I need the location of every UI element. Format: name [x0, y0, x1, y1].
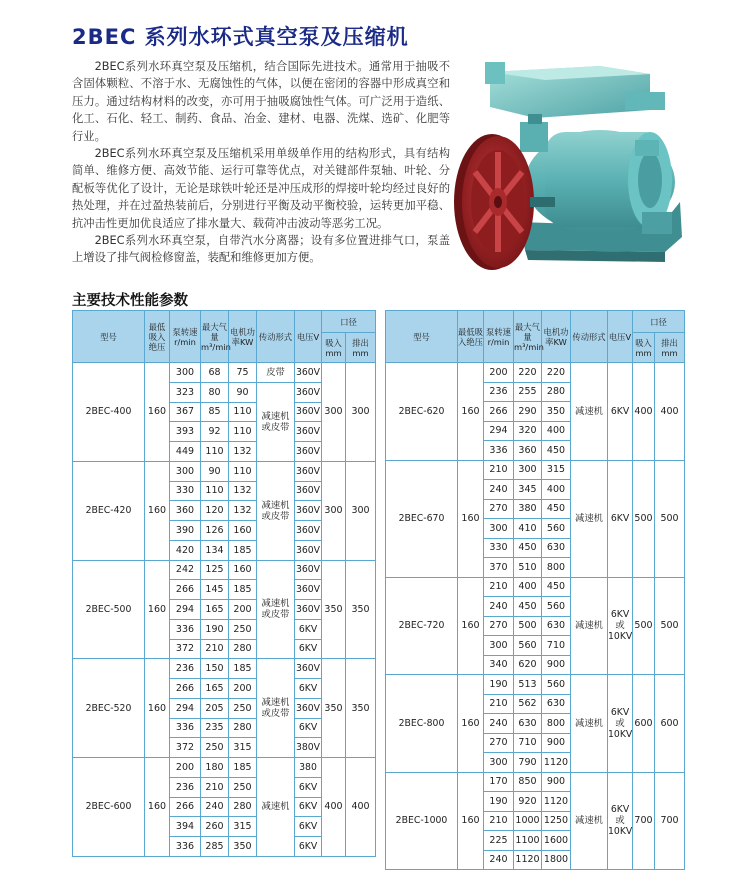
drive-cell: 减速机或皮带	[257, 382, 295, 461]
power-cell: 1120	[542, 792, 571, 812]
power-cell: 900	[542, 772, 571, 792]
flow-cell: 400	[514, 577, 542, 597]
header-drive: 传动形式	[257, 311, 295, 363]
min-suction-cell: 160	[458, 577, 484, 675]
header-model: 型号	[386, 311, 458, 363]
speed-cell: 420	[170, 540, 201, 560]
power-cell: 800	[542, 714, 571, 734]
voltage-cell: 6KV	[608, 460, 633, 577]
flow-cell: 80	[201, 382, 229, 402]
model-cell: 2BEC-800	[386, 675, 458, 773]
model-cell: 2BEC-420	[73, 461, 145, 560]
power-cell: 280	[229, 718, 257, 738]
power-cell: 315	[542, 460, 571, 480]
power-cell: 560	[542, 675, 571, 695]
outlet-cell: 600	[655, 675, 685, 773]
voltage-cell: 360V	[295, 580, 322, 600]
page-title: 2BEC 系列水环式真空泵及压缩机	[72, 25, 409, 49]
inlet-cell: 350	[322, 560, 346, 659]
outlet-cell: 400	[655, 363, 685, 461]
min-suction-cell: 160	[458, 460, 484, 577]
model-cell: 2BEC-520	[73, 659, 145, 758]
voltage-cell: 360V	[295, 461, 322, 481]
speed-cell: 270	[484, 499, 514, 519]
flow-cell: 920	[514, 792, 542, 812]
power-cell: 350	[542, 402, 571, 422]
power-cell: 1250	[542, 811, 571, 831]
header-voltage: 电压V	[295, 311, 322, 363]
power-cell: 200	[229, 600, 257, 620]
table-row	[73, 659, 376, 679]
flow-cell: 380	[514, 499, 542, 519]
voltage-cell: 6KV或10KV	[608, 772, 633, 870]
table-row	[386, 577, 685, 597]
outlet-cell: 400	[346, 758, 376, 857]
intro-text	[72, 58, 450, 267]
header-port: 口径	[633, 311, 685, 333]
power-cell: 220	[542, 363, 571, 383]
voltage-cell: 360V	[295, 422, 322, 442]
drive-cell: 减速机	[571, 460, 608, 577]
header-min-suction: 最低吸入绝压	[145, 311, 170, 363]
speed-cell: 372	[170, 639, 201, 659]
flow-cell: 165	[201, 679, 229, 699]
power-cell: 280	[229, 639, 257, 659]
flow-cell: 620	[514, 655, 542, 675]
flow-cell: 125	[201, 560, 229, 580]
speed-cell: 210	[484, 460, 514, 480]
min-suction-cell: 160	[145, 363, 170, 462]
flow-cell: 510	[514, 558, 542, 578]
header-drive: 传动形式	[571, 311, 608, 363]
power-cell: 110	[229, 422, 257, 442]
power-cell: 250	[229, 777, 257, 797]
outlet-cell: 300	[346, 461, 376, 560]
power-cell: 185	[229, 580, 257, 600]
flow-cell: 68	[201, 363, 229, 383]
inlet-cell: 400	[322, 758, 346, 857]
min-suction-cell: 160	[458, 772, 484, 870]
flow-cell: 630	[514, 714, 542, 734]
power-cell: 710	[542, 636, 571, 656]
voltage-cell: 360V	[295, 659, 322, 679]
header-max-flow-label: 最大气量	[202, 321, 227, 342]
outlet-cell: 500	[655, 577, 685, 675]
flow-cell: 260	[201, 817, 229, 837]
speed-cell: 336	[484, 441, 514, 461]
voltage-cell: 360V	[295, 363, 322, 383]
drive-cell: 减速机或皮带	[257, 560, 295, 659]
header-outlet: 排出mm	[346, 333, 376, 363]
flow-cell: 220	[514, 363, 542, 383]
min-suction-cell: 160	[145, 461, 170, 560]
power-cell: 200	[229, 679, 257, 699]
flow-cell: 790	[514, 753, 542, 773]
header-max-flow-unit: m³/min	[201, 341, 231, 352]
flow-cell: 250	[201, 738, 229, 758]
drive-cell: 减速机或皮带	[257, 659, 295, 758]
min-suction-cell: 160	[145, 560, 170, 659]
power-cell: 90	[229, 382, 257, 402]
power-cell: 132	[229, 481, 257, 501]
flow-cell: 210	[201, 639, 229, 659]
model-cell: 2BEC-400	[73, 363, 145, 462]
flow-cell: 850	[514, 772, 542, 792]
inlet-cell: 600	[633, 675, 655, 773]
flow-cell: 110	[201, 481, 229, 501]
flow-cell: 120	[201, 501, 229, 521]
spec-table-right	[385, 310, 685, 870]
flow-cell: 190	[201, 619, 229, 639]
speed-cell: 236	[170, 659, 201, 679]
intro-paragraph-3: 2BEC系列水环真空泵，自带汽水分离器；设有多位置进排气口，泵盖上增设了排气阀检修窗盖，装配和维修更加方便。	[72, 234, 450, 265]
drive-cell: 减速机	[571, 675, 608, 773]
voltage-cell: 6KV	[295, 817, 322, 837]
model-cell: 2BEC-720	[386, 577, 458, 675]
flow-cell: 85	[201, 402, 229, 422]
outlet-cell: 300	[346, 363, 376, 462]
model-cell: 2BEC-620	[386, 363, 458, 461]
flow-cell: 345	[514, 480, 542, 500]
power-cell: 400	[542, 480, 571, 500]
inlet-cell: 300	[322, 461, 346, 560]
min-suction-cell: 160	[458, 675, 484, 773]
power-cell: 560	[542, 519, 571, 539]
speed-cell: 225	[484, 831, 514, 851]
power-cell: 450	[542, 499, 571, 519]
flow-cell: 710	[514, 733, 542, 753]
table-row	[73, 461, 376, 481]
flow-cell: 240	[201, 797, 229, 817]
header-min-suction: 最低吸入绝压	[458, 311, 484, 363]
speed-cell: 170	[484, 772, 514, 792]
voltage-cell: 360V	[295, 382, 322, 402]
model-cell: 2BEC-600	[73, 758, 145, 857]
flow-cell: 235	[201, 718, 229, 738]
header-max-flow-unit: m³/min	[514, 341, 544, 352]
speed-cell: 330	[170, 481, 201, 501]
voltage-cell: 360V	[295, 481, 322, 501]
drive-cell: 减速机	[571, 772, 608, 870]
speed-cell: 240	[484, 597, 514, 617]
power-cell: 185	[229, 758, 257, 778]
voltage-cell: 360V	[295, 402, 322, 422]
flow-cell: 450	[514, 597, 542, 617]
power-cell: 1600	[542, 831, 571, 851]
header-model: 型号	[73, 311, 145, 363]
speed-cell: 210	[484, 694, 514, 714]
speed-cell: 336	[170, 619, 201, 639]
table-row	[73, 758, 376, 778]
min-suction-cell: 160	[145, 758, 170, 857]
voltage-cell: 6KV	[295, 777, 322, 797]
inlet-cell: 300	[322, 363, 346, 462]
outlet-cell: 350	[346, 560, 376, 659]
flow-cell: 500	[514, 616, 542, 636]
speed-cell: 370	[484, 558, 514, 578]
model-cell: 2BEC-500	[73, 560, 145, 659]
flow-cell: 450	[514, 538, 542, 558]
voltage-cell: 6KV	[608, 363, 633, 461]
speed-cell: 190	[484, 792, 514, 812]
table-row	[386, 460, 685, 480]
voltage-cell: 6KV	[295, 619, 322, 639]
voltage-cell: 360V	[295, 600, 322, 620]
flow-cell: 165	[201, 600, 229, 620]
power-cell: 560	[542, 597, 571, 617]
flow-cell: 360	[514, 441, 542, 461]
power-cell: 75	[229, 363, 257, 383]
power-cell: 132	[229, 501, 257, 521]
voltage-cell: 360V	[295, 560, 322, 580]
outlet-cell: 700	[655, 772, 685, 870]
power-cell: 250	[229, 619, 257, 639]
power-cell: 110	[229, 461, 257, 481]
speed-cell: 300	[484, 636, 514, 656]
intro-paragraph-2: 2BEC系列水环真空泵及压缩机采用单级单作用的结构形式，具有结构简单、维修方便、高效节能、运行可靠等优点，对关键部件泵轴、叶轮、分配板等优化了设计，无论是球铁叶轮还是冲压成形的焊接叶轮均经过良好的热处理，并在过盈热装前后，分别进行平衡及动平衡校验，运转更加平稳、抗冲击性更加优良适应了排水量大、载荷冲击波动等恶劣工况。	[72, 147, 450, 230]
voltage-cell: 380V	[295, 738, 322, 758]
voltage-cell: 380	[295, 758, 322, 778]
power-cell: 630	[542, 694, 571, 714]
speed-cell: 372	[170, 738, 201, 758]
inlet-cell: 500	[633, 460, 655, 577]
power-cell: 1800	[542, 850, 571, 870]
speed-cell: 266	[170, 580, 201, 600]
power-cell: 160	[229, 560, 257, 580]
flow-cell: 180	[201, 758, 229, 778]
speed-cell: 394	[170, 817, 201, 837]
speed-cell: 266	[170, 679, 201, 699]
voltage-cell: 6KV	[295, 837, 322, 857]
inlet-cell: 700	[633, 772, 655, 870]
outlet-cell: 350	[346, 659, 376, 758]
power-cell: 630	[542, 538, 571, 558]
flow-cell: 320	[514, 421, 542, 441]
speed-cell: 367	[170, 402, 201, 422]
speed-cell: 360	[170, 501, 201, 521]
header-voltage: 电压V	[608, 311, 633, 363]
speed-cell: 190	[484, 675, 514, 695]
flow-cell: 110	[201, 442, 229, 462]
speed-cell: 210	[484, 577, 514, 597]
power-cell: 110	[229, 402, 257, 422]
header-power: 电机功率KW	[229, 311, 257, 363]
header-max-flow-label: 最大气量	[515, 321, 540, 342]
flow-cell: 1000	[514, 811, 542, 831]
spec-table-right-body	[386, 363, 685, 870]
speed-cell: 266	[170, 797, 201, 817]
flow-cell: 410	[514, 519, 542, 539]
speed-cell: 300	[484, 519, 514, 539]
speed-cell: 200	[484, 363, 514, 383]
speed-cell: 236	[170, 777, 201, 797]
drive-cell: 减速机或皮带	[257, 461, 295, 560]
drive-cell: 皮带	[257, 363, 295, 383]
flow-cell: 145	[201, 580, 229, 600]
speed-cell: 393	[170, 422, 201, 442]
flow-cell: 134	[201, 540, 229, 560]
flow-cell: 126	[201, 521, 229, 541]
power-cell: 315	[229, 817, 257, 837]
min-suction-cell: 160	[145, 659, 170, 758]
inlet-cell: 400	[633, 363, 655, 461]
flow-cell: 1120	[514, 850, 542, 870]
speed-cell: 240	[484, 850, 514, 870]
voltage-cell: 6KV	[295, 679, 322, 699]
voltage-cell: 360V	[295, 540, 322, 560]
model-cell: 2BEC-670	[386, 460, 458, 577]
speed-cell: 300	[170, 363, 201, 383]
table-row	[386, 772, 685, 792]
model-cell: 2BEC-1000	[386, 772, 458, 870]
power-cell: 630	[542, 616, 571, 636]
power-cell: 900	[542, 655, 571, 675]
speed-cell: 336	[170, 718, 201, 738]
speed-cell: 449	[170, 442, 201, 462]
flow-cell: 210	[201, 777, 229, 797]
speed-cell: 294	[170, 600, 201, 620]
power-cell: 185	[229, 659, 257, 679]
flow-cell: 513	[514, 675, 542, 695]
vacuum-pump-photo	[450, 52, 696, 280]
header-speed: 泵转速r/min	[170, 311, 201, 363]
flow-cell: 90	[201, 461, 229, 481]
table-row	[73, 363, 376, 383]
drive-cell: 减速机	[571, 577, 608, 675]
power-cell: 280	[542, 382, 571, 402]
flow-cell: 150	[201, 659, 229, 679]
voltage-cell: 6KV	[295, 639, 322, 659]
header-max-flow	[514, 311, 542, 363]
speed-cell: 294	[170, 698, 201, 718]
speed-cell: 330	[484, 538, 514, 558]
flow-cell: 205	[201, 698, 229, 718]
power-cell: 900	[542, 733, 571, 753]
flow-cell: 290	[514, 402, 542, 422]
voltage-cell: 6KV	[295, 718, 322, 738]
flow-cell: 255	[514, 382, 542, 402]
table-row	[386, 363, 685, 383]
power-cell: 800	[542, 558, 571, 578]
outlet-cell: 500	[655, 460, 685, 577]
power-cell: 400	[542, 421, 571, 441]
speed-cell: 270	[484, 733, 514, 753]
speed-cell: 240	[484, 480, 514, 500]
header-speed: 泵转速r/min	[484, 311, 514, 363]
intro-paragraph-1: 2BEC系列水环真空泵及压缩机，结合国际先进技术。通常用于抽吸不含固体颗粒、不溶于水、无腐蚀性的气体，以便在密闭的容器中形成真空和压力。通过结构材料的改变，亦可用于抽吸腐蚀性气体。可广泛用于造纸、化工、石化、轻工、制药、食品、冶金、建材、电器、洗煤、选矿、化肥等行业。	[72, 60, 450, 143]
header-max-flow	[201, 311, 229, 363]
flow-cell: 560	[514, 636, 542, 656]
power-cell: 315	[229, 738, 257, 758]
flow-cell: 300	[514, 460, 542, 480]
power-cell: 250	[229, 698, 257, 718]
min-suction-cell: 160	[458, 363, 484, 461]
flow-cell: 92	[201, 422, 229, 442]
speed-cell: 300	[170, 461, 201, 481]
power-cell: 450	[542, 577, 571, 597]
speed-cell: 300	[484, 753, 514, 773]
voltage-cell: 6KV或10KV	[608, 577, 633, 675]
section-title: 主要技术性能参数	[72, 293, 188, 309]
flow-cell: 285	[201, 837, 229, 857]
drive-cell: 减速机	[257, 758, 295, 857]
drive-cell: 减速机	[571, 363, 608, 461]
power-cell: 1120	[542, 753, 571, 773]
power-cell: 160	[229, 521, 257, 541]
flow-cell: 562	[514, 694, 542, 714]
power-cell: 185	[229, 540, 257, 560]
inlet-cell: 500	[633, 577, 655, 675]
speed-cell: 390	[170, 521, 201, 541]
speed-cell: 270	[484, 616, 514, 636]
header-inlet: 吸入mm	[322, 333, 346, 363]
voltage-cell: 6KV	[295, 797, 322, 817]
flow-cell: 1100	[514, 831, 542, 851]
voltage-cell: 360V	[295, 501, 322, 521]
header-power: 电机功率KW	[542, 311, 571, 363]
header-outlet: 排出mm	[655, 333, 685, 363]
table-row	[386, 675, 685, 695]
header-port: 口径	[322, 311, 376, 333]
header-inlet: 吸入mm	[633, 333, 655, 363]
speed-cell: 240	[484, 714, 514, 734]
power-cell: 350	[229, 837, 257, 857]
voltage-cell: 360V	[295, 698, 322, 718]
speed-cell: 323	[170, 382, 201, 402]
speed-cell: 336	[170, 837, 201, 857]
voltage-cell: 360V	[295, 521, 322, 541]
speed-cell: 200	[170, 758, 201, 778]
voltage-cell: 6KV或10KV	[608, 675, 633, 773]
table-row	[73, 560, 376, 580]
speed-cell: 294	[484, 421, 514, 441]
spec-table-left-body	[73, 363, 376, 857]
power-cell: 280	[229, 797, 257, 817]
spec-table-left	[72, 310, 376, 857]
speed-cell: 210	[484, 811, 514, 831]
speed-cell: 236	[484, 382, 514, 402]
speed-cell: 242	[170, 560, 201, 580]
speed-cell: 340	[484, 655, 514, 675]
inlet-cell: 350	[322, 659, 346, 758]
voltage-cell: 360V	[295, 442, 322, 462]
speed-cell: 266	[484, 402, 514, 422]
power-cell: 132	[229, 442, 257, 462]
power-cell: 450	[542, 441, 571, 461]
